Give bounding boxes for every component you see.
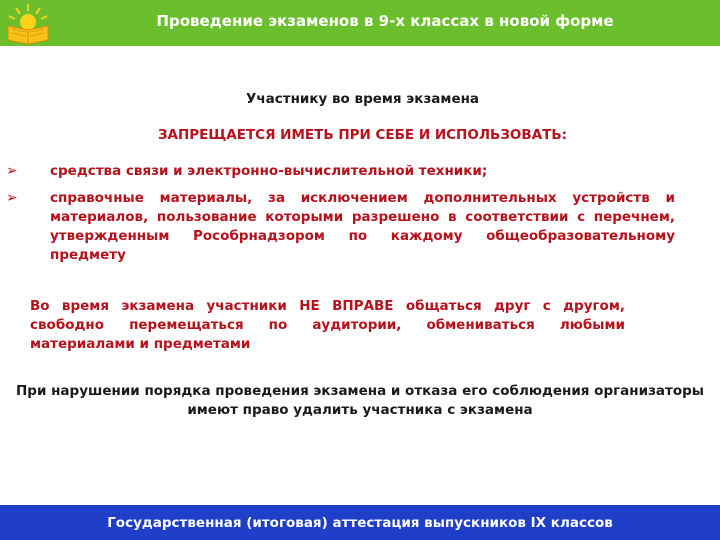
list-item-text: средства связи и электронно-вычислительной техники; <box>50 163 488 179</box>
header-bar <box>0 0 720 46</box>
list-item <box>6 189 675 265</box>
list-item <box>6 162 675 181</box>
prohibition-heading: ЗАПРЕЩАЕТСЯ ИМЕТЬ ПРИ СЕБЕ И ИСПОЛЬЗОВАТЬ: <box>157 127 568 143</box>
footer-title: Государственная (итоговая) аттестация выпускников IX классов <box>107 515 613 531</box>
conduct-note: Во время экзамена участники НЕ ВПРАВЕ общаться друг с другом, свободно перемещаться по аудитории, обмениваться любыми материалами и предметами <box>30 298 625 352</box>
book-sun-logo-icon <box>4 2 52 46</box>
footer-bar <box>0 505 720 540</box>
arrow-bullet-icon: ➢ <box>6 190 18 206</box>
list-item-text: справочные материалы, за исключением дополнительных устройств и материалов, пользование которыми разрешено в соответствии с перечнем, утвержденным Рособрнадзором по каждому общеобразовательному предмету <box>50 190 675 263</box>
section-subtitle: Участнику во время экзамена <box>245 91 480 107</box>
arrow-bullet-icon: ➢ <box>6 163 18 179</box>
page-title: Проведение экзаменов в 9-х классах в новой форме <box>156 12 614 30</box>
violation-notice: При нарушении порядка проведения экзамена и отказа его соблюдения организаторы имеют право удалить участника с экзамена <box>15 383 704 418</box>
